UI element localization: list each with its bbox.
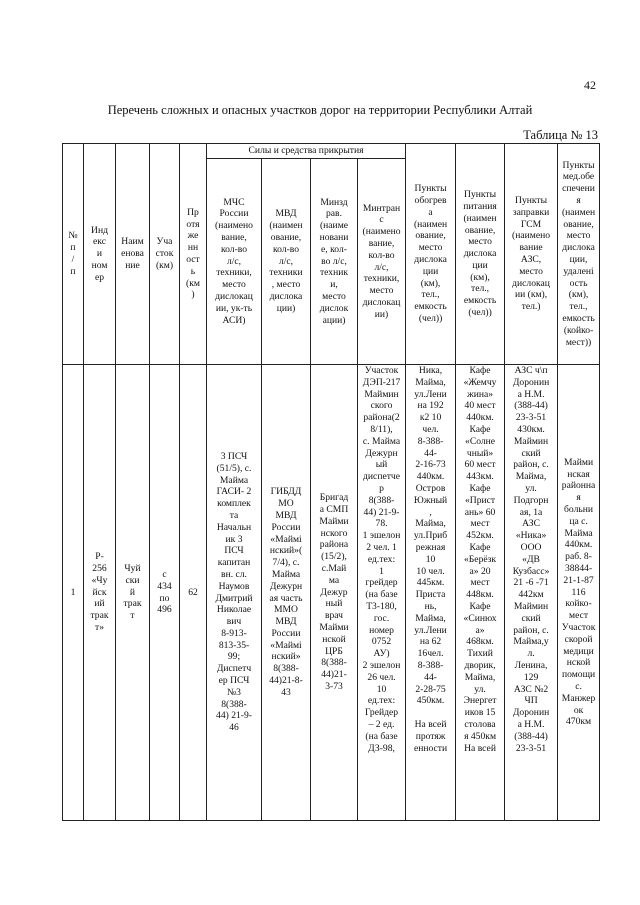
cell-num: 1 (63, 365, 84, 821)
cell-length: 62 (180, 365, 207, 821)
cell-fuel: АЗС ч\п Доронин а Н.М. (388-44) 23-3-51 430км. Маймин ский район, с. Майма, ул. Подгорн ая, 1а АЗС «Ника» ООО «ДВ Кузбасс» 21 -6 -71 442км Маймин ский район, с. Майма,у л. Ленина, 129 АЗС №2 ЧП Доронин а Н.М. (388-44) 23-3-51 (505, 365, 558, 821)
header-num: № п / п (63, 144, 84, 365)
cell-food: Кафе «Жемчу жина» 40 мест 440км. Кафе «Солне чный» 60 мест 443км. Кафе «Прист ань» 60 мест 452км. Кафе «Берёзк а» 20 мест 448км. Кафе «Синюх а» 468км. Тихий дворик, Майма, ул. Энергет иков 15 столова я 450км На всей (456, 365, 505, 821)
header-fuel: Пункты заправки ГСМ (наимено вание АЗС, место дислокац ии (км), тел.) (505, 144, 558, 365)
table-label: Таблица № 13 (523, 128, 598, 142)
cell-index: Р- 256 «Чу йск ий трак т» (84, 365, 116, 821)
header-food: Пункты питания (наимен ование, место дислока ции (км), тел., емкость (чел)) (456, 144, 505, 365)
header-length: Пр отя же нн ост ь (км ) (180, 144, 207, 365)
cell-mvd: ГИБДД МО МВД России «Маймі нский»( 7/4), с. Майма Дежурн ая часть ММО МВД России «Маймі нский» 8(388- 44)21-8- 43 (262, 365, 311, 821)
cell-minzdrav: Бригад а СМП Майми нского района (15/2), с.Май ма Дежур ный врач Майми нской ЦРБ 8(388- 44)21- 3-73 (311, 365, 358, 821)
header-mchs: МЧС России (наимено вание, кол-во л/с, техники, место дислокац ии, ук-ть АСИ) (207, 159, 262, 365)
header-name: Наим енова ние (116, 144, 150, 365)
header-heating: Пункты обогрев а (наимен ование, место дислока ции (км), тел., емкость (чел)) (406, 144, 456, 365)
header-section: Уча сток (км) (150, 144, 180, 365)
cell-name: Чуй ски й трак т (116, 365, 150, 821)
header-index: Инд екс и ном ер (84, 144, 116, 365)
cell-heating: Ника, Майма, ул.Лени на 192 к2 10 чел. 8-388- 44- 2-16-73 440км. Остров Южный , Майма, ул.Приб режная 10 10 чел. 445км. Приста нь, Майма, ул.Лени на 62 16чел. 8-388- 44- 2-28-75 450км. На всей протяж енности (406, 365, 456, 821)
cell-mintrans: Участок ДЭП-217 Маймин ского района(2 8/11), с. Майма Дежурн ый диспетче р 8(388- 44) 21-9- 78. 1 эшелон 2 чел. 1 ед.тех: 1 грейдер (на базе Т3-180, гос. номер 0752 АУ) 2 эшелон 26 чел. 10 ед.тех: Грейдер – 2 ед. (на базе ДЗ-98, (358, 365, 406, 821)
roads-table (62, 143, 600, 821)
header-mintrans: Минтран с (наимено вание, кол-во л/с, техники, место дислокац ии) (358, 159, 406, 365)
header-medical: Пункты мед.обе спечени я (наимен ование, место дислока ции, удалені ость (км), тел., емкость (койко- мест)) (558, 144, 600, 365)
header-mvd: МВД (наимен ование, кол-во л/с, техники , место дислока ции) (262, 159, 311, 365)
cell-medical: Майми нская районна я больни ца с. Майма 440км. раб. 8- 38844- 21-1-87 116 койко- мест Участок скорой медици нской помощи с. Манжер ок 470км (558, 365, 600, 821)
cell-mchs: 3 ПСЧ (51/5), с. Майма ГАСИ- 2 комплек та Начальн ик 3 ПСЧ капитан вн. сл. Наумов Дмитрий Николае вич 8-913- 813-35- 99; Диспетч ер ПСЧ №3 8(388- 44) 21-9- 46 (207, 365, 262, 821)
cell-section: с 434 по 496 (150, 365, 180, 821)
header-minzdrav: Минзд рав. (наиме новани е, кол- во л/с, техник и, место дислок ации) (311, 159, 358, 365)
table-row (63, 365, 600, 821)
document-title: Перечень сложных и опасных участков дорог на территории Республики Алтай (107, 103, 533, 117)
header-forces-group: Силы и средства прикрытия (207, 144, 406, 159)
page-number: 42 (584, 78, 596, 92)
